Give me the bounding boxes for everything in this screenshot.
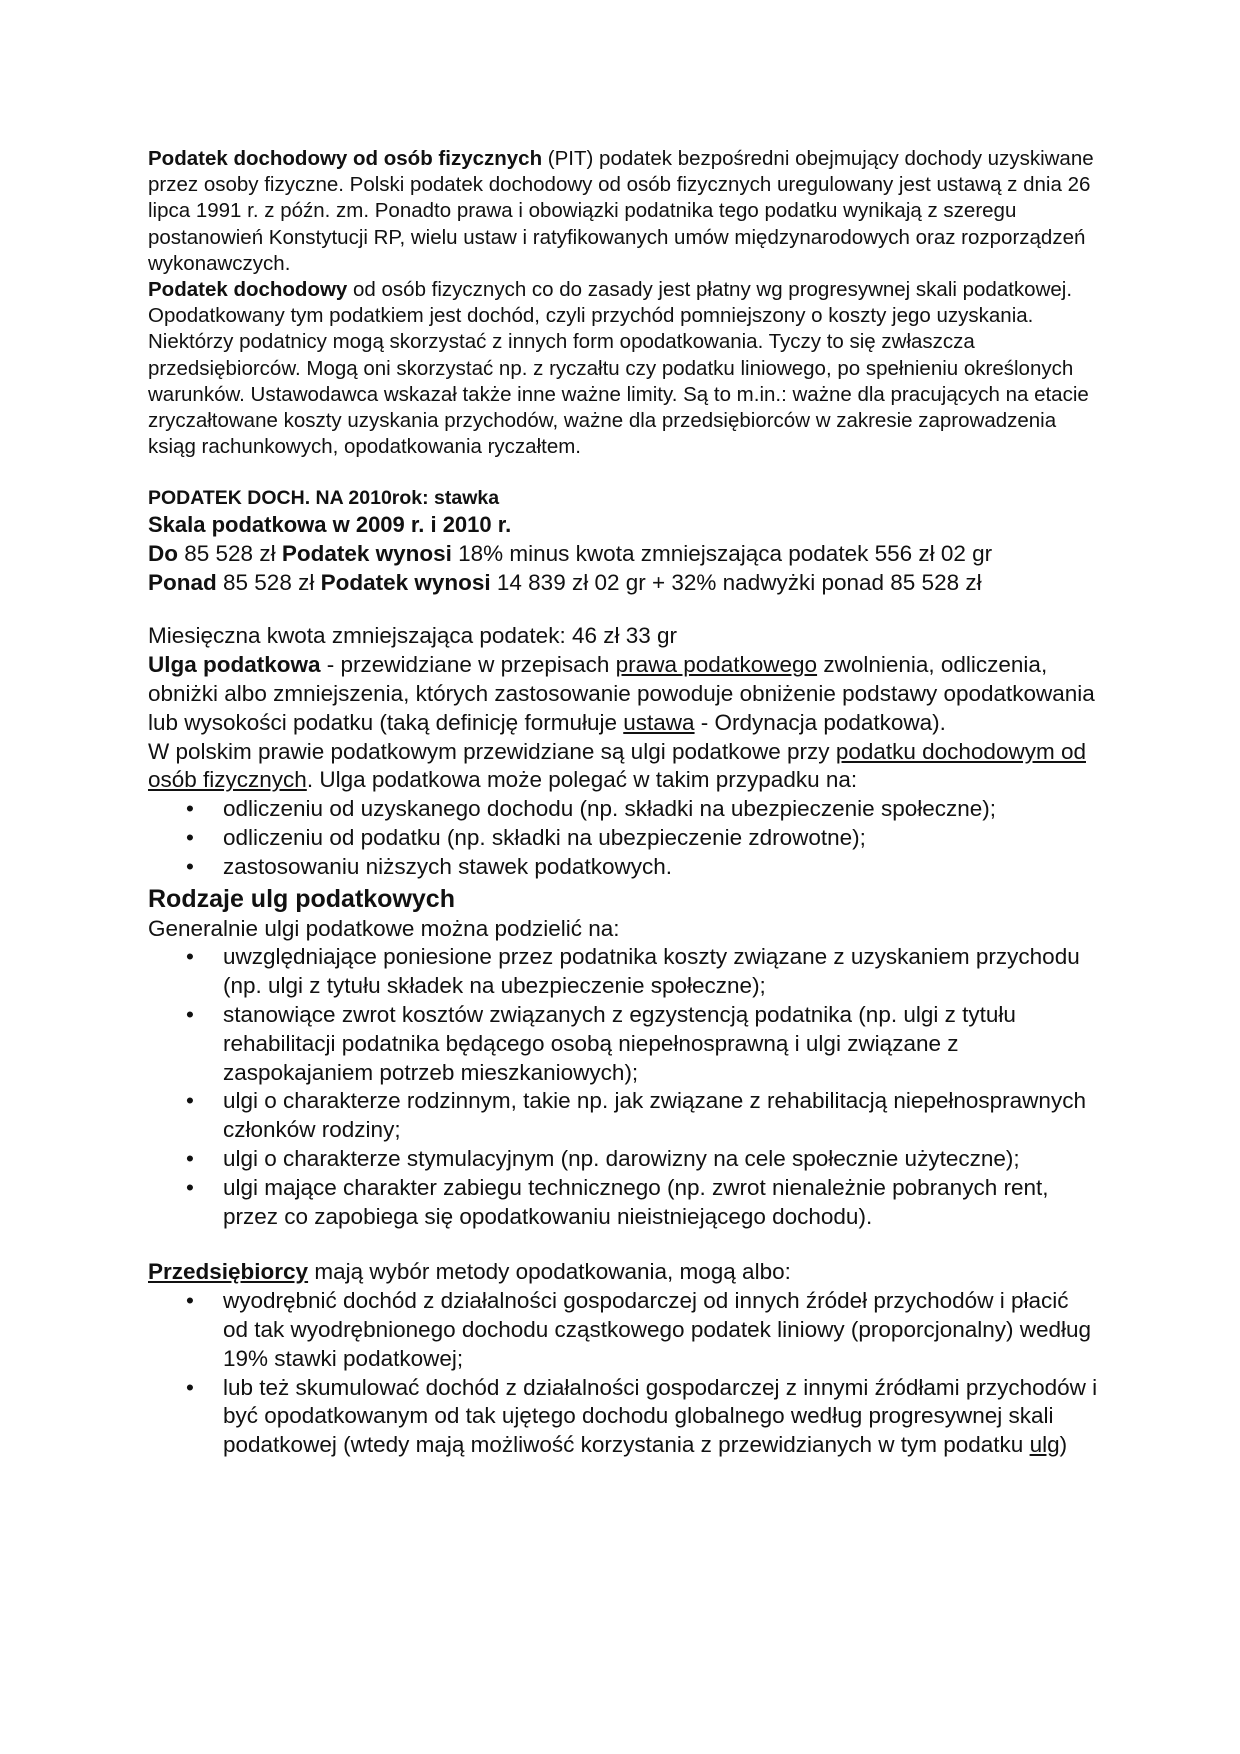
rate-row-1-value: 18% minus kwota zmniejszająca podatek 556 zł 02 gr bbox=[451, 541, 993, 567]
link-act[interactable]: ustawa bbox=[623, 709, 695, 735]
rate-row-1 bbox=[148, 539, 1098, 568]
monthly-reduction: Miesięczna kwota zmniejszająca podatek: 46 zł 33 gr bbox=[148, 623, 678, 649]
tax-term: Podatek dochodowy bbox=[148, 278, 348, 302]
relief-pl-text-1: W polskim prawie podatkowym przewidziane są ulgi podatkowe przy bbox=[148, 738, 836, 764]
rate-row-2-value: 14 839 zł 02 gr + 32% nadwyżki ponad 85 528 zł bbox=[490, 570, 982, 596]
intro-section bbox=[148, 146, 1098, 460]
list-item: • ulgi mające charakter zabiegu technicznego (np. zwrot nienależnie pobranych rent, przez co zapobiega się opodatkowaniu nieistniejącego dochodu). bbox=[148, 1174, 1098, 1232]
rate-row-1-label: Do bbox=[148, 541, 178, 567]
entrepreneurs-list bbox=[148, 1287, 1098, 1460]
list-item: • ulgi o charakterze rodzinnym, takie np. jak związane z rehabilitacją niepełnosprawnych członków rodziny; bbox=[148, 1087, 1098, 1145]
rate-row-1-term: Podatek wynosi bbox=[281, 541, 452, 567]
list-item: • stanowiące zwrot kosztów związanych z egzystencją podatnika (np. ulgi z tytułu rehabilitacji podatnika będącego osobą niepełnosprawną i ulgi związane z zaspokajaniem potrzeb mieszkaniowych); bbox=[148, 1001, 1098, 1087]
rates-heading: PODATEK DOCH. NA 2010rok: stawka bbox=[148, 487, 500, 510]
rate-row-2 bbox=[148, 568, 1098, 597]
relief-polish-law bbox=[148, 738, 1098, 796]
entrepreneurs-intro-text: mają wybór metody opodatkowania, mogą albo: bbox=[308, 1259, 791, 1285]
spacer bbox=[148, 1231, 1098, 1258]
rates-section bbox=[148, 486, 1098, 597]
intro-text-2: od osób fizycznych co do zasady jest płatny wg progresywnej skali podatkowej. Opodatkowany tym podatkiem jest dochód, czyli przychód pomniejszony o koszty jego uzyskania. Niektórzy podatnicy mogą skorzystać z innych form opodatkowania. Tyczy to się zwłaszcza przedsiębiorców. Mogą oni skorzystać np. z ryczałtu czy podatku liniowego, po spełnieniu określonych warunków. Ustawodawca wskazał także inne ważne limity. Są to m.in.: ważne dla pracujących na etacie zryczałtowane koszty uzyskania przychodów, ważne dla przedsiębiorców w zakresie zaprowadzenia ksiąg rachunkowych, opodatkowania ryczałtem. bbox=[148, 278, 1089, 459]
rate-row-2-threshold: 85 528 zł bbox=[216, 570, 321, 596]
list-item: • wyodrębnić dochód z działalności gospodarczej od innych źródeł przychodów i płacić od tak wyodrębnionego dochodu cząstkowego podatek liniowy (proporcjonalny) według 19% stawki podatkowej; bbox=[148, 1287, 1098, 1373]
link-tax-law[interactable]: prawa podatkowego bbox=[615, 652, 818, 678]
relief-def-text-1: - przewidziane w przepisach bbox=[320, 652, 616, 678]
rate-row-2-label: Ponad bbox=[148, 570, 217, 596]
relief-pl-text-2: . Ulga podatkowa może polegać w takim przypadku na: bbox=[306, 767, 858, 793]
document-page bbox=[148, 146, 1098, 1460]
list-item: • odliczeniu od uzyskanego dochodu (np. składki na ubezpieczenie społeczne); bbox=[148, 795, 1098, 824]
relief-list bbox=[148, 795, 1098, 881]
types-heading: Rodzaje ulg podatkowych bbox=[148, 884, 455, 913]
list-item: • zastosowaniu niższych stawek podatkowych. bbox=[148, 853, 1098, 882]
link-entrepreneurs[interactable]: Przedsiębiorcy bbox=[148, 1259, 309, 1285]
relief-term: Ulga podatkowa bbox=[148, 652, 321, 678]
intro-text-1: (PIT) podatek bezpośredni obejmujący dochody uzyskiwane przez osoby fizyczne. Polski podatek dochodowy od osób fizycznych uregulowany jest ustawą z dnia 26 lipca 1991 r. z późn. zm. Ponadto prawa i obowiązki podatnika tego podatku wynikają z szeregu postanowień Konstytucji RP, wielu ustaw i ratyfikowanych umów międzynarodowych oraz rozporządzeń wykonawczych. bbox=[148, 147, 1094, 275]
entrepreneurs-item2-end: ) bbox=[1059, 1432, 1068, 1458]
types-list bbox=[148, 943, 1098, 1231]
relief-section bbox=[148, 622, 1098, 1460]
list-item bbox=[148, 1374, 1098, 1460]
list-item: • ulgi o charakterze stymulacyjnym (np. darowizny na cele społecznie użyteczne); bbox=[148, 1145, 1098, 1174]
types-intro: Generalnie ulgi podatkowe można podzielić na: bbox=[148, 915, 620, 941]
rate-row-1-threshold: 85 528 zł bbox=[178, 541, 282, 567]
list-item: • uwzględniające poniesione przez podatnika koszty związane z uzyskaniem przychodu (np. ulgi z tytułu składek na ubezpieczenie społeczne); bbox=[148, 943, 1098, 1001]
list-item: • odliczeniu od podatku (np. składki na ubezpieczenie zdrowotne); bbox=[148, 824, 1098, 853]
entrepreneurs-item2-text: lub też skumulować dochód z działalności gospodarczej z innymi źródłami przychodów i być opodatkowanym od tak ujętego dochodu globalnego według progresywnej skali podatkowej (wtedy mają możliwość korzystania z przewidzianych w tym podatku bbox=[223, 1374, 1098, 1458]
link-reliefs[interactable]: ulg bbox=[1029, 1432, 1060, 1458]
relief-def-text-3: - Ordynacja podatkowa). bbox=[694, 709, 946, 735]
entrepreneurs-intro bbox=[148, 1258, 1098, 1287]
rates-subheading: Skala podatkowa w 2009 r. i 2010 r. bbox=[148, 512, 512, 538]
intro-paragraph-2 bbox=[148, 277, 1098, 460]
pit-term: Podatek dochodowy od osób fizycznych bbox=[148, 147, 543, 170]
rate-row-2-term: Podatek wynosi bbox=[320, 570, 491, 596]
relief-definition bbox=[148, 651, 1098, 737]
link-pit[interactable]: podatku dochodowym od osób fizycznych bbox=[148, 738, 1086, 793]
intro-paragraph-1 bbox=[148, 146, 1098, 277]
relief-def-text-2: zwolnienia, odliczenia, obniżki albo zmniejszenia, których zastosowanie powoduje obniżenie podstawy opodatkowania lub wysokości podatku (taką definicję formułuje bbox=[148, 652, 1095, 735]
